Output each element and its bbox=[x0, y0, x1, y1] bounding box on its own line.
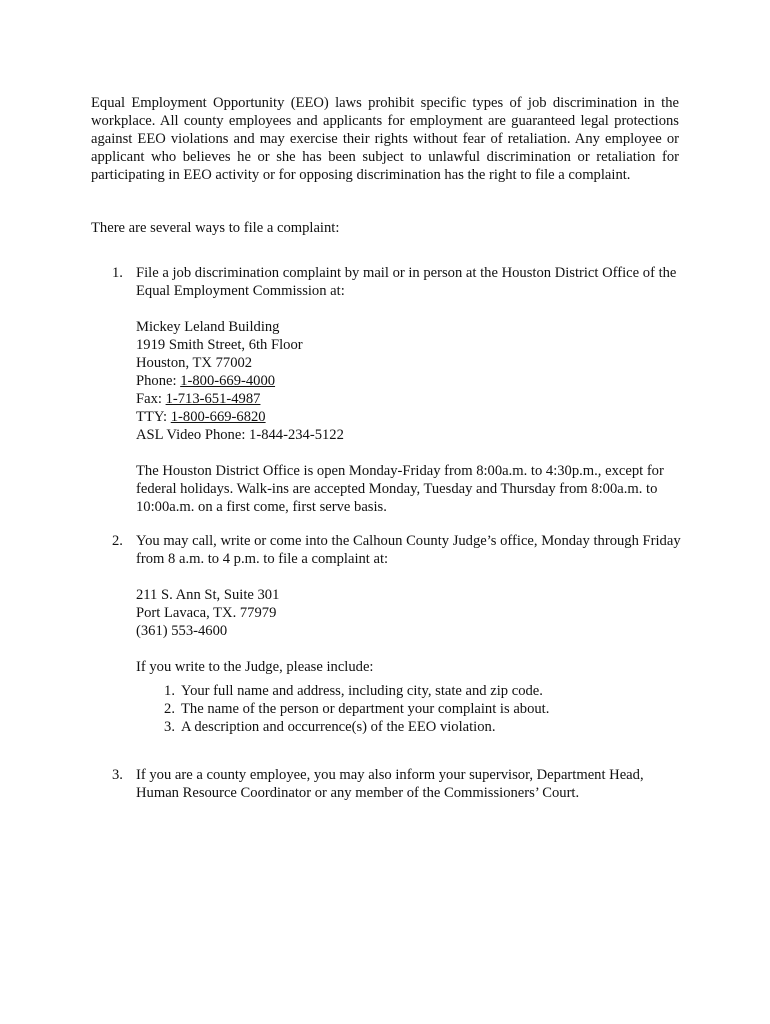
include-item: 3. A description and occurrence(s) of the EEO violation. bbox=[164, 719, 496, 735]
intro-paragraph: Equal Employment Opportunity (EEO) laws prohibit specific types of job discrimination in the workplace. All county employees and applicants for employment are guaranteed legal protections against EEO violations and may exercise their rights without fear of retaliation. Any employee or applicant who believes he or she has been subject to unlawful discrimination or retaliation for participating in EEO activity or for opposing discrimination has the right to file a complaint. bbox=[91, 95, 679, 183]
fax-line: Fax: 1-713-651-4987 bbox=[136, 391, 261, 407]
item-3-number: 3. bbox=[112, 767, 123, 783]
phone-line: (361) 553-4600 bbox=[136, 623, 228, 639]
phone-number: 1-800-669-4000 bbox=[180, 373, 276, 389]
ways-heading: There are several ways to file a complaint: bbox=[91, 220, 340, 236]
item-2-lead: You may call, write or come into the Calhoun County Judge’s office, Monday through Friday from 8 a.m. to 4 p.m. to file a complaint at: bbox=[136, 533, 681, 567]
asl-line: ASL Video Phone: 1-844-234-5122 bbox=[136, 427, 344, 443]
fax-number: 1-713-651-4987 bbox=[165, 391, 261, 407]
address-line: Houston, TX 77002 bbox=[136, 355, 253, 371]
address-line: Mickey Leland Building bbox=[136, 319, 280, 335]
address-line: 1919 Smith Street, 6th Floor bbox=[136, 337, 303, 353]
address-line: Port Lavaca, TX. 77979 bbox=[136, 605, 277, 621]
office-hours: The Houston District Office is open Monday-Friday from 8:00a.m. to 4:30p.m., except for federal holidays. Walk-ins are accepted Monday, Tuesday and Thursday from 8:00a.m. to 10:00a.m. on a first come, first serve basis. bbox=[136, 463, 664, 515]
item-1-lead: File a job discrimination complaint by mail or in person at the Houston District Office of the Equal Employment Commission at: bbox=[136, 265, 677, 299]
include-item: 2. The name of the person or department your complaint is about. bbox=[164, 701, 550, 717]
item-1-number: 1. bbox=[112, 265, 123, 281]
item-3-text: If you are a county employee, you may also inform your supervisor, Department Head, Human Resource Coordinator or any member of the Commissioners’ Court. bbox=[136, 767, 644, 801]
include-item: 1. Your full name and address, including city, state and zip code. bbox=[164, 683, 543, 699]
tty-line: TTY: 1-800-669-6820 bbox=[136, 409, 266, 425]
tty-number: 1-800-669-6820 bbox=[170, 409, 266, 425]
include-heading: If you write to the Judge, please include: bbox=[136, 659, 374, 675]
address-line: 211 S. Ann St, Suite 301 bbox=[136, 587, 280, 603]
item-2-number: 2. bbox=[112, 533, 123, 549]
phone-line: Phone: 1-800-669-4000 bbox=[136, 373, 276, 389]
include-list bbox=[136, 682, 682, 736]
